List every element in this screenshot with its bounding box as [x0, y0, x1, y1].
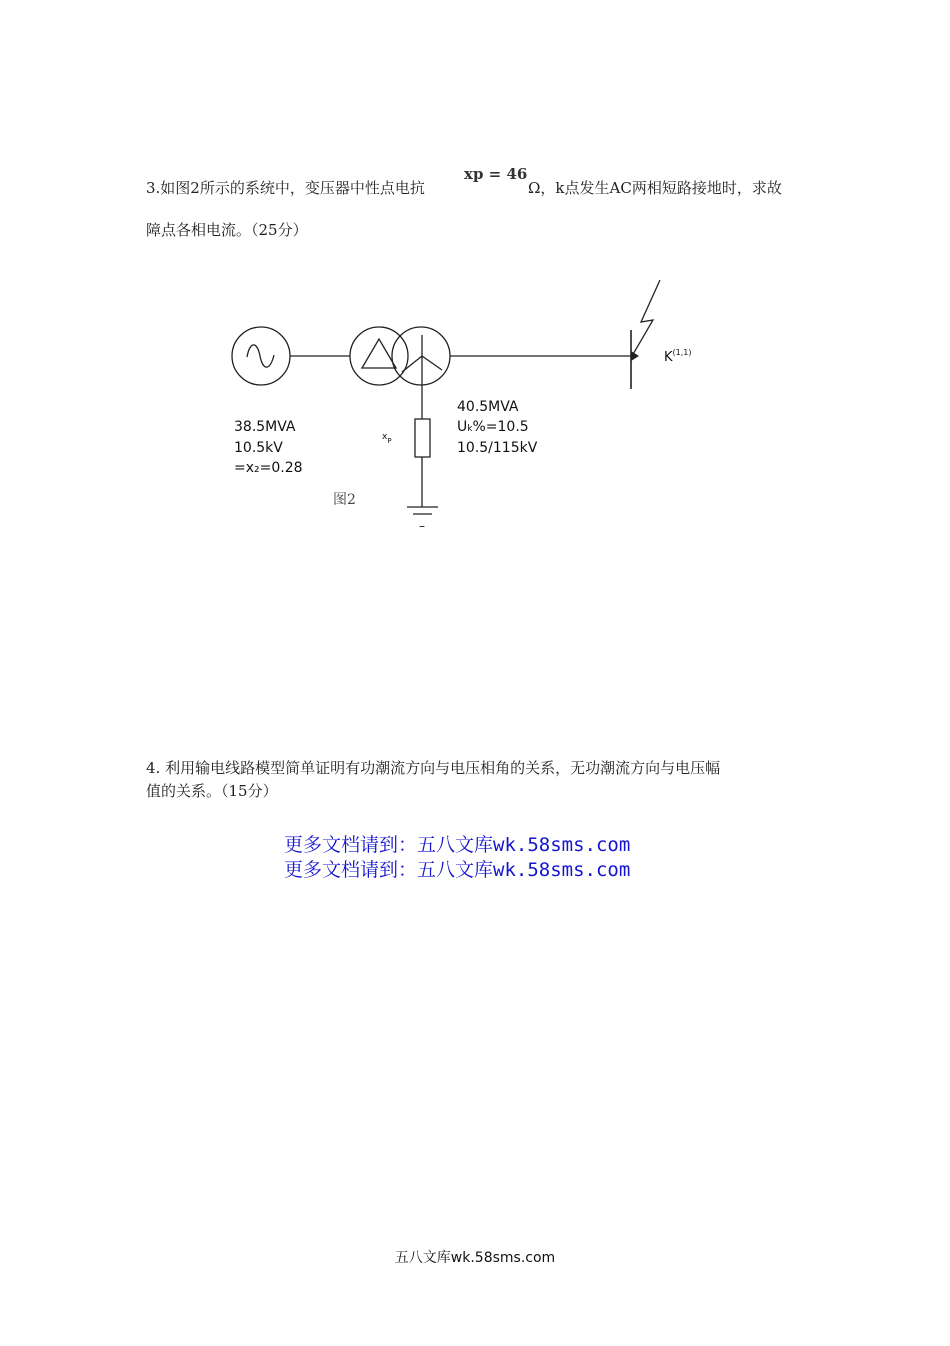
star-arm-left [402, 356, 422, 372]
xp-subscript: P [387, 437, 392, 445]
uk-value: %=10.5 [472, 419, 529, 435]
generator-voltage: 10.5kV [234, 440, 283, 456]
promo-link-2[interactable]: 更多文档请到：五八文库wk.58sms.com [284, 859, 631, 881]
fault-point-label [664, 348, 692, 369]
generator-rating: 38.5MVA [234, 419, 296, 435]
ground-mark: – [419, 519, 425, 533]
uk-subscript: k [467, 424, 473, 434]
transformer-ratio: 10.5/115kV [457, 440, 538, 456]
fault-type: (1,1) [672, 348, 692, 357]
xp-formula: xp = 46 [464, 165, 528, 183]
xp-symbol: x [382, 432, 388, 442]
uk-prefix: U [457, 419, 468, 435]
lightning-fault-icon [632, 280, 660, 356]
transformer-uk [457, 417, 529, 439]
promo-link-1[interactable]: 更多文档请到：五八文库wk.58sms.com [284, 834, 631, 856]
transformer-delta-winding [350, 327, 408, 385]
fault-k: K [664, 350, 673, 365]
q4-line2: 值的关系。（15分） [146, 782, 278, 800]
fault-arrow-icon [631, 351, 639, 361]
transformer-rating: 40.5MVA [457, 399, 519, 415]
generator-symbol [232, 327, 290, 385]
q4-line1: 4. 利用输电线路模型简单证明有功潮流方向与电压相角的关系，无功潮流方向与电压幅 [146, 759, 721, 777]
sine-wave-icon [247, 345, 274, 367]
neutral-reactor [415, 419, 430, 457]
q3-line2: 障点各相电流。（25分） [146, 221, 308, 239]
neutral-reactor-label [382, 432, 392, 445]
delta-icon [362, 339, 396, 368]
star-arm-right [422, 356, 442, 370]
figure-caption: 图2 [333, 492, 356, 508]
generator-reactance: =x₂=0.28 [234, 460, 303, 476]
page-footer: 五八文库wk.58sms.com [394, 1250, 556, 1266]
q3-line1-end: Ω，k点发生AC两相短路接地时，求故 [528, 179, 782, 197]
q3-line1-start: 3.如图2所示的系统中，变压器中性点电抗 [146, 179, 425, 197]
